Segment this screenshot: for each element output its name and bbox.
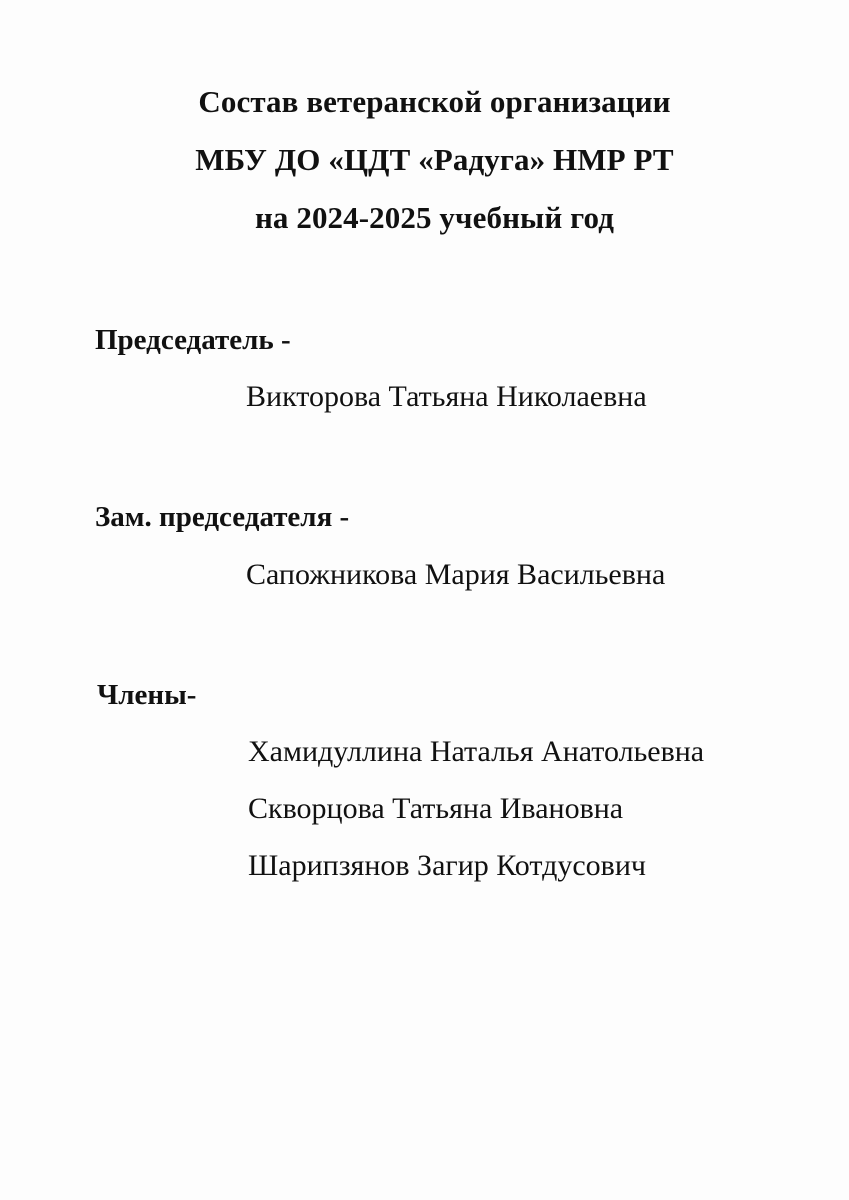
- document-title-line-1: Состав ветеранской организации: [198, 84, 671, 119]
- members-list: [248, 735, 704, 906]
- deputy-role: Зам. председателя -: [95, 501, 350, 533]
- member-name: Хамидуллина Наталья Анатольевна: [248, 735, 705, 768]
- member-name: Скворцова Татьяна Ивановна: [248, 792, 624, 825]
- chairman-role: Председатель -: [95, 324, 291, 356]
- members-role: Члены-: [97, 679, 197, 711]
- deputy-name: Сапожникова Мария Васильевна: [246, 558, 666, 591]
- document-title-line-3: на 2024-2025 учебный год: [254, 200, 615, 235]
- document-title-line-2: МБУ ДО «ЦДТ «Радуга» НМР РТ: [195, 142, 674, 177]
- member-name: Шарипзянов Загир Котдусович: [248, 849, 646, 882]
- chairman-name: Викторова Татьяна Николаевна: [246, 380, 647, 413]
